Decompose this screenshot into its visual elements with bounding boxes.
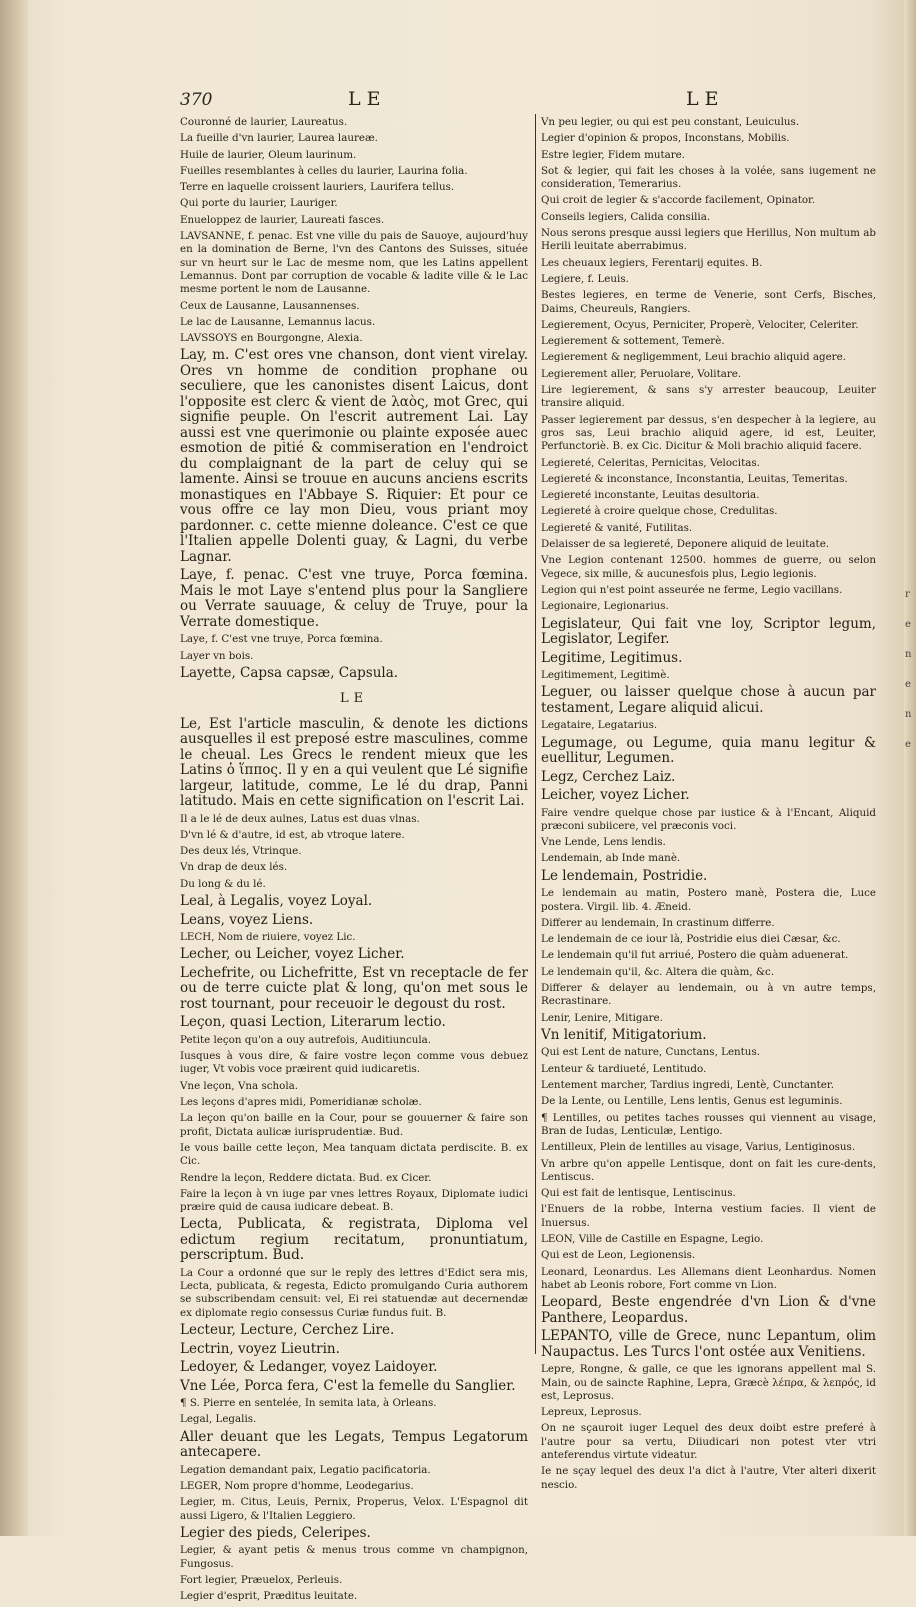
dictionary-entry: Legitimement, Legitimè.	[541, 669, 670, 681]
dictionary-entry: LEGER, Nom propre d'homme, Leodegarius.	[180, 1479, 414, 1492]
dictionary-entry: Huile de laurier, Oleum laurinum.	[180, 148, 357, 161]
dictionary-entry: Vne Lende, Lens lendis.	[541, 836, 666, 849]
dictionary-entry: On ne sçauroit iuger Lequel des deux doibt estre preferé à l'autre pour sa vertu, Diiudicari non potest vter vtri anteferendus virtute videatur.	[541, 1422, 876, 1461]
dictionary-entry: Vn peu legier, ou qui est peu constant, Leuiculus.	[541, 116, 800, 128]
dictionary-entry: Legiereté & vanité, Futilitas.	[541, 521, 693, 534]
dictionary-entry: Lecta, Publicata, & registrata, Diploma vel edictum regium recitatum, pronuntiatum, perscriptum. Bud.	[180, 1216, 528, 1264]
left-column	[180, 116, 528, 1607]
dictionary-entry: Differer & delayer au lendemain, ou à vn autre temps, Recrastinare.	[541, 982, 876, 1008]
dictionary-entry: Fueilles resemblantes à celles du laurier, Laurina folia.	[180, 164, 468, 177]
dictionary-entry: Le lendemain au matin, Postero manè, Postera die, Luce postera. Virgil. lib. 4. Æneid.	[541, 887, 876, 913]
dictionary-entry: Vne leçon, Vna schola.	[180, 1079, 299, 1092]
running-head-right: LE	[686, 88, 725, 110]
dictionary-entry: Ledoyer, & Ledanger, voyez Laidoyer.	[180, 1359, 438, 1376]
section-heading-le: LE	[339, 690, 369, 706]
dictionary-entry: Laye, f. penac. C'est vne truye, Porca fœmina. Mais le mot Laye s'entend plus pour la Sangliere ou Verrate sauuage, & celuy de Truye, pour la Verrate domestique.	[180, 567, 528, 630]
dictionary-entry: Legier, m. Citus, Leuis, Pernix, Properus, Velox. L'Espagnol dit aussi Ligero, & l'Italien Leggiero.	[180, 1496, 528, 1522]
edge-fragment: e	[905, 619, 911, 630]
left-column-entries-top	[180, 116, 528, 682]
dictionary-entry: LAVSANNE, f. penac. Est vne ville du pais de Sauoye, aujourd'huy en la domination de Berne, l'vn des Cantons des Suisses, située sur vn heurt sur le Lac de mesme nom, que les Latins appellent Lemannus. Dont par corruption de vocable & ladite ville & le Lac mesme portent le nom de Lausanne.	[180, 230, 528, 296]
dictionary-entry: Lay, m. C'est ores vne chanson, dont vient virelay. Ores vn homme de condition prophane ou seculiere, que les canonistes disent Laicus, dont l'opposite est clerc & vient de λαὸς, mot Grec, qui signifie peuple. On l'escrit autrement Lai. Lay aussi est vne querimonie ou plainte exposée auec esmotion de pitié & commiseration en l'endroict du complaignant de la part de celuy qui se lamente. Ainsi se trouue en aucuns anciens escrits monastiques en l'Abbaye S. Riquier: Et pour ce vous offre ce lay mon Dieu, vous priant moy pardonner. c. cette mienne doleance. C'est ce que l'Italien appelle Dolenti guay, & Lagni, du verbe Lagnar.	[180, 347, 528, 565]
dictionary-entry: Legierement & sottement, Temerè.	[541, 335, 725, 348]
dictionary-entry: Legionaire, Legionarius.	[541, 600, 669, 613]
dictionary-entry: Lecteur, Lecture, Cerchez Lire.	[180, 1322, 395, 1339]
dictionary-entry: Differer au lendemain, In crastinum differre.	[541, 916, 775, 929]
dictionary-entry: Vn lenitif, Mitigatorium.	[541, 1026, 707, 1043]
dictionary-entry: Legitime, Legitimus.	[541, 649, 683, 666]
dictionary-entry: Leopard, Beste engendrée d'vn Lion & d'vne Panthere, Leopardus.	[541, 1294, 876, 1326]
dictionary-entry: Sot & legier, qui fait les choses à la volée, sans iugement ne consideration, Temerarius.	[541, 164, 876, 191]
dictionary-entry: Conseils legiers, Calida consilia.	[541, 210, 711, 223]
dictionary-entry: Des deux lés, Vtrinque.	[180, 845, 302, 858]
dictionary-entry: Leonard, Leonardus. Les Allemans dient Leonhardus. Nomen habet ab Leonis robore, Fort comme vn Lion.	[541, 1265, 876, 1291]
dictionary-entry: Ie vous baille cette leçon, Mea tanquam dictata perdiscite. B. ex Cic.	[180, 1141, 528, 1168]
dictionary-entry: Le lendemain, Postridie.	[541, 867, 708, 884]
dictionary-entry: De la Lente, ou Lentille, Lens lentis, Genus est leguminis.	[541, 1095, 843, 1108]
column-divider-rule	[535, 114, 536, 1354]
dictionary-entry: Lecher, ou Leicher, voyez Licher.	[180, 946, 405, 963]
dictionary-entry: Lepreux, Leprosus.	[541, 1406, 642, 1419]
dictionary-entry: D'vn lé & d'autre, id est, ab vtroque latere.	[180, 828, 405, 841]
dictionary-entry: Vne Lée, Porca fera, C'est la femelle du Sanglier.	[180, 1377, 516, 1394]
dictionary-entry: LEPANTO, ville de Grece, nunc Lepantum, olim Naupactus. Les Turcs l'ont ostée aux Venitiens.	[541, 1328, 876, 1360]
dictionary-entry: Legierement, Ocyus, Perniciter, Properè, Velociter, Celeriter.	[541, 318, 859, 331]
dictionary-entry: Legier d'opinion & propos, Inconstans, Mobilis.	[541, 132, 790, 145]
dictionary-entry: Legataire, Legatarius.	[541, 719, 658, 732]
dictionary-entry: Qui est fait de lentisque, Lentiscinus.	[541, 1187, 736, 1200]
dictionary-entry: Couronné de laurier, Laureatus.	[180, 116, 348, 128]
dictionary-entry: Legiere, f. Leuis.	[541, 272, 629, 285]
dictionary-entry: Leguer, ou laisser quelque chose à aucun par testament, Legare aliquid alicui.	[541, 684, 876, 716]
dictionary-entry: Le lendemain qu'il, &c. Altera die quàm, &c.	[541, 965, 775, 978]
right-column	[541, 116, 876, 1495]
dictionary-entry: Qui croit de legier & s'accorde facilement, Opinator.	[541, 194, 816, 207]
dictionary-entry: Delaisser de sa legiereté, Deponere aliquid de leuitate.	[541, 538, 830, 551]
dictionary-entry: ¶ S. Pierre en sentelée, In semita lata, à Orleans.	[180, 1397, 437, 1410]
dictionary-entry: LECH, Nom de riuiere, voyez Lic.	[180, 931, 356, 944]
edge-fragment: n	[905, 709, 912, 720]
dictionary-entry: LAVSSOYS en Bourgongne, Alexia.	[180, 332, 363, 345]
dictionary-entry: Laye, f. C'est vne truye, Porca fœmina.	[180, 633, 383, 646]
dictionary-entry: Legz, Cerchez Laiz.	[541, 768, 676, 785]
dictionary-entry: Lentement marcher, Tardius ingredi, Lentè, Cunctanter.	[541, 1079, 834, 1092]
dictionary-entry: Legumage, ou Legume, quia manu legitur & euellitur, Legumen.	[541, 734, 876, 767]
dictionary-entry: Legiereté à croire quelque chose, Credulitas.	[541, 505, 778, 518]
dictionary-entry: Leçon, quasi Lection, Literarum lectio.	[180, 1014, 446, 1031]
dictionary-entry: Vn drap de deux lés.	[180, 861, 288, 874]
dictionary-entry: Legiereté inconstante, Leuitas desultoria.	[541, 489, 760, 502]
dictionary-entry: Legiereté & inconstance, Inconstantia, Leuitas, Temeritas.	[541, 472, 848, 485]
dictionary-entry: Ie ne sçay lequel des deux l'a dict à l'autre, Vter alteri dixerit nescio.	[541, 1465, 876, 1491]
edge-fragment: e	[905, 739, 911, 750]
dictionary-entry: Aller deuant que les Legats, Tempus Legatorum antecapere.	[180, 1428, 528, 1461]
dictionary-entry: Enueloppez de laurier, Laureati fasces.	[180, 213, 385, 226]
dictionary-entry: Leal, à Legalis, voyez Loyal.	[180, 893, 373, 910]
dictionary-entry: Qui est Lent de nature, Cunctans, Lentus.	[541, 1046, 760, 1059]
dictionary-entry: Le, Est l'article masculin, & denote les dictions ausquelles il est preposé estre masculines, comme le cheual. Les Grecs le rendent mieux que les Latins ὁ ἵππος. Il y en a qui veulent que Lé signifie largeur, latitude, comme, Le lé du drap, Panni latitudo. Mais en cette signification on l'escrit Lai.	[180, 715, 528, 810]
dictionary-entry: Legier des pieds, Celeripes.	[180, 1524, 371, 1541]
dictionary-entry: Legation demandant paix, Legatio pacificatoria.	[180, 1463, 431, 1476]
right-column-entries	[541, 116, 876, 1492]
dictionary-entry: Legal, Legalis.	[180, 1413, 257, 1426]
dictionary-entry: Les cheuaux legiers, Ferentarij equites. B.	[541, 256, 763, 269]
dictionary-entry: Lechefrite, ou Lichefritte, Est vn receptacle de fer ou de terre cuicte plat & long, qu'on met sous le rost tournant, pour receuoir le degoust du rost.	[180, 964, 528, 1012]
dictionary-entry: Du long & du lé.	[180, 877, 266, 890]
dictionary-entry: Legierement aller, Peruolare, Volitare.	[541, 367, 742, 380]
dictionary-entry: Layer vn bois.	[180, 649, 254, 662]
dictionary-entry: Estre legier, Fidem mutare.	[541, 148, 686, 161]
dictionary-entry: Fort legier, Præuelox, Perleuis.	[180, 1573, 343, 1586]
dictionary-entry: Lire legierement, & sans s'y arrester beaucoup, Leuiter transire aliquid.	[541, 384, 876, 410]
running-head-left: LE	[348, 88, 387, 110]
dictionary-entry: Legiereté, Celeritas, Pernicitas, Velocitas.	[541, 456, 760, 469]
dictionary-entry: ¶ Lentilles, ou petites taches rousses qui viennent au visage, Bran de Iudas, Lenticulæ, Lentigo.	[541, 1111, 876, 1137]
dictionary-entry: LEON, Ville de Castille en Espagne, Legio.	[541, 1233, 764, 1246]
page-binding-edge	[904, 0, 916, 1536]
edge-fragment: r	[905, 589, 910, 600]
left-column-entries-le	[180, 717, 528, 1604]
dictionary-entry: Le lendemain qu'il fut arriué, Postero die quàm aduenerat.	[541, 949, 849, 962]
dictionary-entry: La Cour a ordonné que sur le reply des lettres d'Edict sera mis, Lecta, publicata, & regesta, Edicto promulgando Curia authorem se subscribendam censuit: vel, Ei rei statuendæ aut decernendæ ex diplomate regio consessus Curiæ fundus fuit. B.	[180, 1266, 528, 1319]
dictionary-entry: Iusques à vous dire, & faire vostre leçon comme vous debuez iuger, Vt vobis voce præirent quid iudicaretis.	[180, 1050, 528, 1076]
dictionary-entry: Layette, Capsa capsæ, Capsula.	[180, 665, 399, 682]
dictionary-entry: Leans, voyez Liens.	[180, 911, 314, 928]
edge-fragment: n	[905, 649, 912, 660]
dictionary-entry: Legier, & ayant petis & menus trous comme vn champignon, Fungosus.	[180, 1544, 528, 1570]
dictionary-entry: Lenteur & tardiueté, Lentitudo.	[541, 1062, 707, 1075]
dictionary-entry: Passer legierement par dessus, s'en despecher à la legiere, au gros sas, Leui brachio aliquid agere, id est, Leuiter, Perfunctoriè. B. ex Cic. Dicitur & Moli brachio aliquid facere.	[541, 413, 876, 453]
page-gutter	[0, 0, 28, 1536]
dictionary-entry: Legion qui n'est point asseurée ne ferme, Legio vacillans.	[541, 583, 843, 596]
dictionary-entry: Legislateur, Qui fait vne loy, Scriptor legum, Legislator, Legifer.	[541, 615, 876, 647]
dictionary-entry: Bestes legieres, en terme de Venerie, sont Cerfs, Bisches, Daims, Cheureuls, Rangiers.	[541, 289, 876, 315]
dictionary-entry: Petite leçon qu'on a ouy autrefois, Auditiuncula.	[180, 1033, 432, 1046]
dictionary-entry: Nous serons presque aussi legiers que Herillus, Non multum ab Herili leuitate aberrabimus.	[541, 227, 876, 253]
dictionary-entry: La leçon qu'on baille en la Cour, pour se gouuerner & faire son profit, Dictata aulicæ iurisprudentiæ. Bud.	[180, 1112, 528, 1138]
dictionary-entry: Le lendemain de ce iour là, Postridie eius diei Cæsar, &c.	[541, 933, 841, 946]
dictionary-entry: Legierement & negligemment, Leui brachio aliquid agere.	[541, 351, 846, 364]
edge-fragment: e	[905, 679, 911, 690]
dictionary-entry: l'Enuers de la robbe, Interna vestium facies. Il vient de Inuersus.	[541, 1203, 876, 1229]
dictionary-entry: Lepre, Rongne, & galle, ce que les ignorans appellent mal S. Main, ou de saincte Raphine, Lepra, Græcè λέπρα, & λεπρός, id est, Leprosus.	[541, 1363, 876, 1402]
dictionary-entry: Il a le lé de deux aulnes, Latus est duas vlnas.	[180, 812, 420, 825]
dictionary-entry: Lentilleux, Plein de lentilles au visage, Varius, Lentiginosus.	[541, 1141, 856, 1154]
dictionary-entry: Qui est de Leon, Legionensis.	[541, 1249, 696, 1262]
dictionary-entry: Lectrin, voyez Lieutrin.	[180, 1340, 340, 1357]
dictionary-entry: Faire la leçon à vn iuge par vnes lettres Royaux, Diplomate iudici præire quid de causa iudicare debeat. B.	[180, 1187, 528, 1214]
dictionary-entry: Terre en laquelle croissent lauriers, Laurifera tellus.	[180, 181, 455, 194]
dictionary-entry: Lenir, Lenire, Mitigare.	[541, 1011, 663, 1024]
dictionary-entry: Lendemain, ab Inde manè.	[541, 852, 681, 865]
dictionary-entry: Faire vendre quelque chose par iustice & à l'Encant, Aliquid præconi subiicere, vel præconis voci.	[541, 806, 876, 832]
dictionary-entry: Leicher, voyez Licher.	[541, 787, 690, 804]
dictionary-entry: La fueille d'vn laurier, Laurea laureæ.	[180, 132, 378, 145]
page-number: 370	[180, 90, 213, 110]
dictionary-entry: Ceux de Lausanne, Lausannenses.	[180, 299, 360, 312]
dictionary-entry: Les leçons d'apres midi, Pomeridianæ scholæ.	[180, 1096, 422, 1109]
dictionary-entry: Le lac de Lausanne, Lemannus lacus.	[180, 315, 376, 328]
dictionary-entry: Rendre la leçon, Reddere dictata. Bud. ex Cicer.	[180, 1171, 432, 1184]
dictionary-entry: Qui porte du laurier, Lauriger.	[180, 197, 338, 210]
dictionary-entry: Vne Legion contenant 12500. hommes de guerre, ou selon Vegece, six mille, & aucunesfois plus, Legio legionis.	[541, 554, 876, 580]
dictionary-entry: Legier d'esprit, Præditus leuitate.	[180, 1590, 358, 1603]
page-header	[180, 86, 900, 112]
edge-fragments	[905, 580, 913, 760]
dictionary-entry: Vn arbre qu'on appelle Lentisque, dont on fait les cure-dents, Lentiscus.	[541, 1157, 876, 1183]
